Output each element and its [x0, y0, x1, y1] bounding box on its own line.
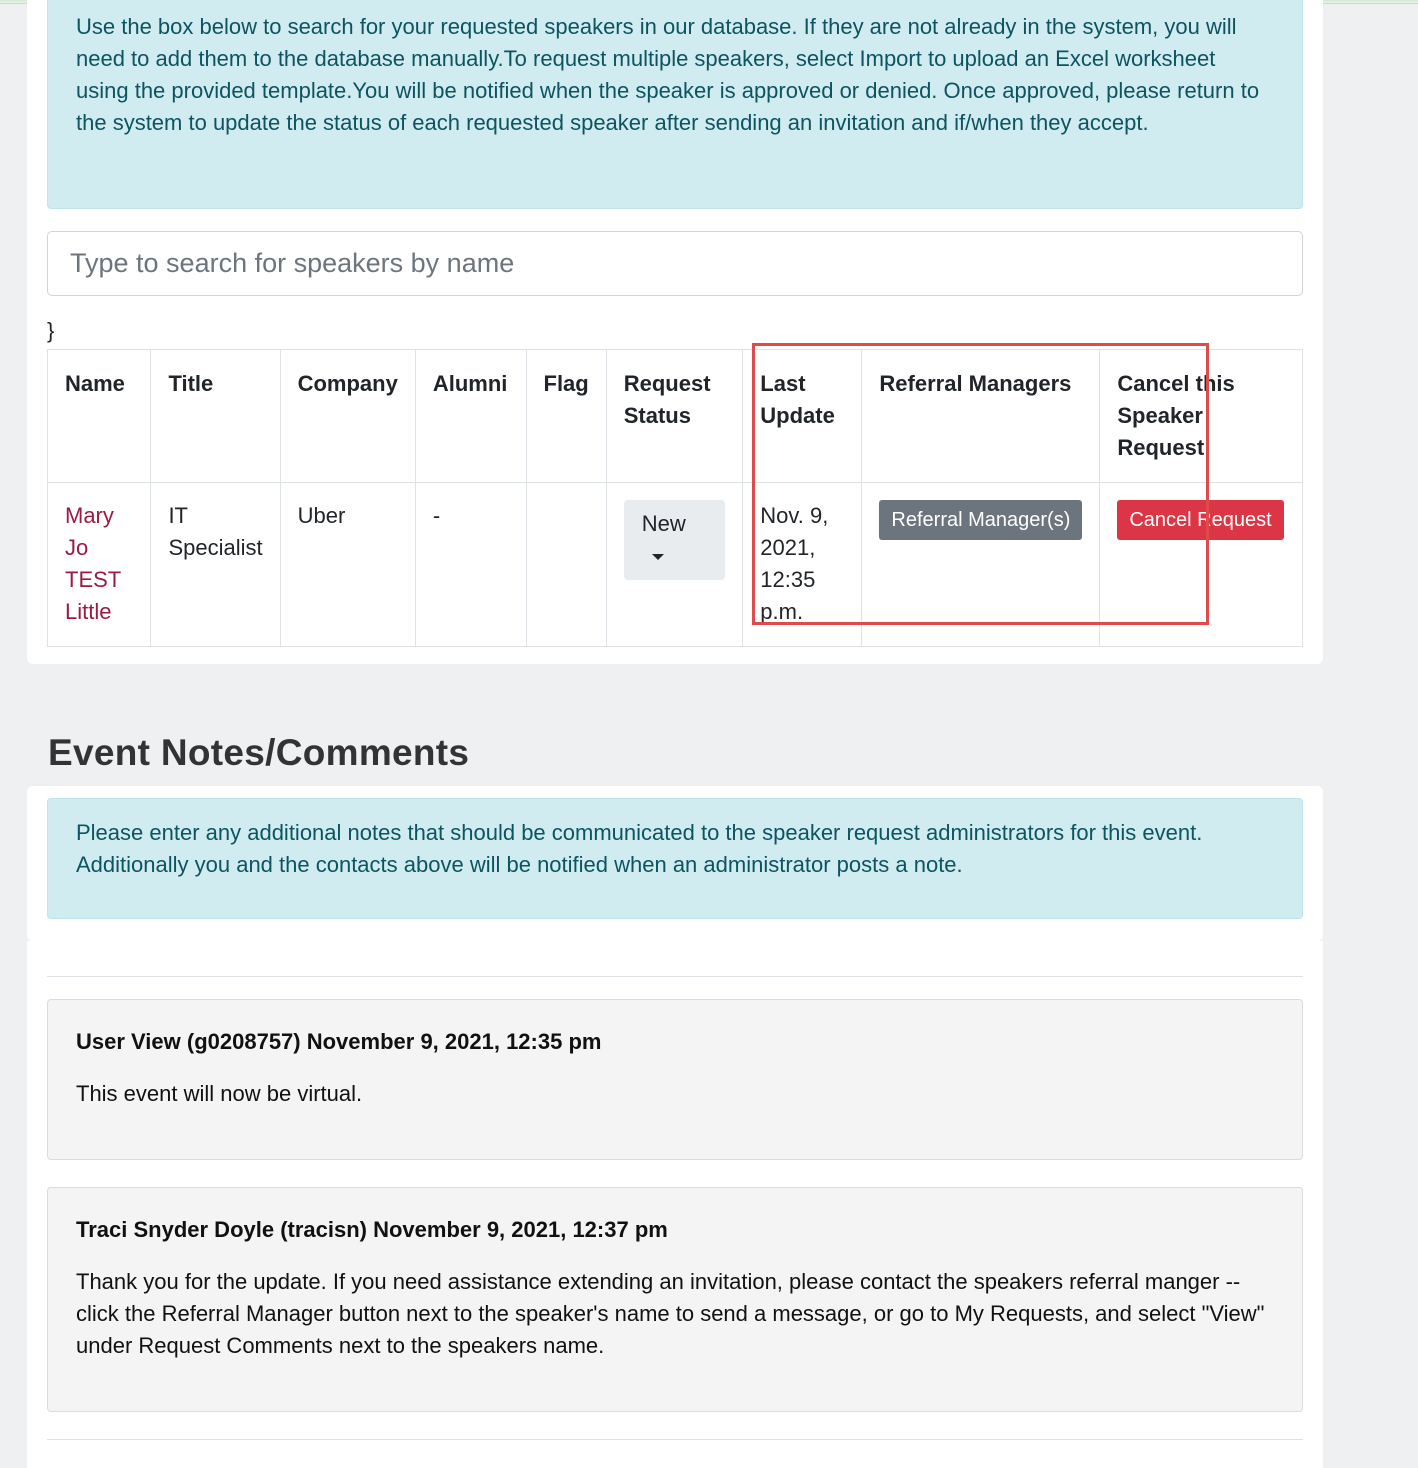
comments-card — [27, 941, 1323, 1468]
cell-company: Uber — [280, 483, 415, 647]
request-status-dropdown[interactable] — [624, 500, 726, 580]
speaker-request-card — [27, 0, 1323, 664]
cell-title: IT Specialist — [151, 483, 280, 647]
cell-name — [48, 483, 151, 647]
event-notes-heading: Event Notes/Comments — [48, 732, 470, 773]
divider — [47, 1439, 1303, 1440]
comment-header: User View (g0208757) November 9, 2021, 12:35 pm — [76, 1029, 602, 1054]
col-header-company[interactable]: Company — [280, 350, 415, 483]
notes-info-text: Please enter any additional notes that should be communicated to the speaker request administrators for this event. Additionally you and the contacts above will be notified when an administrator posts a note. — [76, 820, 1203, 877]
cancel-request-button[interactable]: Cancel Request — [1117, 500, 1283, 540]
cell-last-update: Nov. 9, 2021, 12:35 p.m. — [743, 483, 862, 647]
event-notes-card — [27, 786, 1323, 941]
stray-brace-text: } — [47, 318, 55, 343]
col-header-name[interactable]: Name — [48, 350, 151, 483]
intro-text: Use the box below to search for your requested speakers in our database. If they are not already in the system, you will need to add them to the database manually.To request multiple speakers, select Import to upload an Excel worksheet using the provided template.You will be notified when the speaker is approved or denied. Once approved, please return to the system to update the status of each requested speaker after sending an invitation and if/when they accept. — [76, 14, 1260, 135]
table-row — [48, 483, 1303, 647]
comment-body: This event will now be virtual. — [76, 1081, 363, 1106]
col-header-last-update[interactable]: Last Update — [743, 350, 862, 483]
cell-request-status — [606, 483, 743, 647]
cell-alumni: - — [415, 483, 526, 647]
comment-item — [47, 1187, 1303, 1412]
speaker-name-link[interactable]: Mary Jo TEST Little — [65, 503, 121, 624]
intro-alert — [47, 0, 1303, 209]
cell-cancel — [1100, 483, 1303, 647]
comment-body: Thank you for the update. If you need assistance extending an invitation, please contact the speakers referral manger -- click the Referral Manager button next to the speaker's name to send a message, or go to My Requests, and select "View" under Request Comments next to the speakers name. — [76, 1269, 1265, 1358]
comment-header: Traci Snyder Doyle (tracisn) November 9, 2021, 12:37 pm — [76, 1217, 668, 1242]
col-header-alumni[interactable]: Alumni — [415, 350, 526, 483]
col-header-flag[interactable]: Flag — [526, 350, 606, 483]
col-header-referral-managers[interactable]: Referral Managers — [862, 350, 1100, 483]
speaker-search-input[interactable]: Type to search for speakers by name — [47, 231, 1303, 296]
requested-speakers-table — [47, 349, 1303, 647]
caret-down-icon — [652, 554, 664, 560]
cell-flag — [526, 483, 606, 647]
divider — [47, 976, 1303, 977]
col-header-title[interactable]: Title — [151, 350, 280, 483]
referral-managers-button[interactable]: Referral Manager(s) — [879, 500, 1082, 540]
comment-item — [47, 999, 1303, 1160]
notes-info-alert — [47, 798, 1303, 919]
status-label: New — [641, 511, 686, 536]
table-header-row — [48, 350, 1303, 483]
col-header-request-status[interactable]: Request Status — [606, 350, 743, 483]
cell-referral-managers — [862, 483, 1100, 647]
col-header-cancel[interactable]: Cancel this Speaker Request — [1100, 350, 1303, 483]
